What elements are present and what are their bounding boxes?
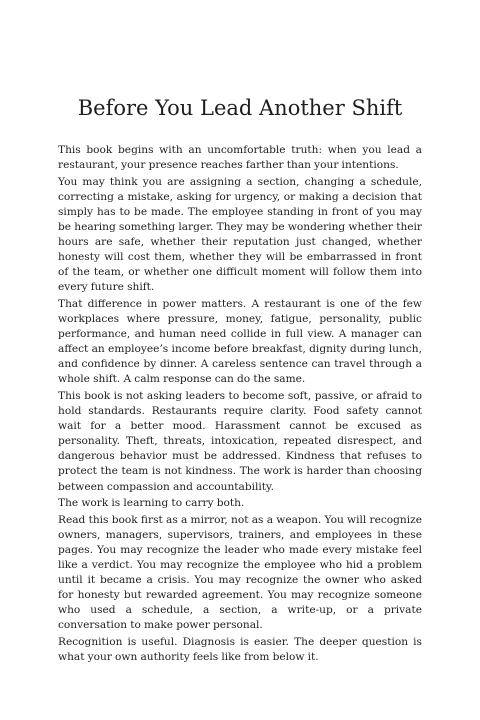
paragraph: Read this book first as a mirror, not as a weapon. You will recognize owners, managers, supervisors, trainers, and employees in these pages. You may recognize the leader who made every mistake feel like a verdict. You may recognize the employee who hid a problem until it became a crisis. You may recognize the owner who asked for honesty but rewarded agreement. You may recognize someone who used a schedule, a section, a write-up, or a private conversation to make power personal. [58,513,422,632]
chapter-body [58,143,422,667]
paragraph: This book is not asking leaders to become soft, passive, or afraid to hold standards. Restaurants require clarity. Food safety cannot wait for a better mood. Harassment cannot be excused as personality. Theft, threats, intoxication, repeated disrespect, and dangerous behavior must be addressed. Kindness that refuses to protect the team is not kindness. The work is harder than choosing between compassion and accountability. [58,390,422,493]
paragraph: This book begins with an uncomfortable truth: when you lead a restaurant, your presence reaches farther than your intentions. [58,144,422,172]
paragraph: The work is learning to carry both. [58,497,245,510]
chapter-title: Before You Lead Another Shift [77,96,403,120]
paragraph: Recognition is useful. Diagnosis is easier. The deeper question is what your own authority feels like from below it. [58,636,422,664]
paragraph: You may think you are assigning a section, changing a schedule, correcting a mistake, asking for urgency, or making a decision that simply has to be made. The employee standing in front of you may be hearing something larger. They may be wondering whether their hours are safe, whether their reputation just changed, whether honesty will cost them, whether they will be embarrassed in front of the team, or whether one difficult moment will follow them into every future shift. [58,175,422,294]
paragraph: That difference in power matters. A restaurant is one of the few workplaces where pressure, money, fatigue, personality, public performance, and human need collide in full view. A manager can affect an employee’s income before breakfast, dignity during lunch, and confidence by dinner. A careless sentence can travel through a whole shift. A calm response can do the same. [58,297,422,386]
